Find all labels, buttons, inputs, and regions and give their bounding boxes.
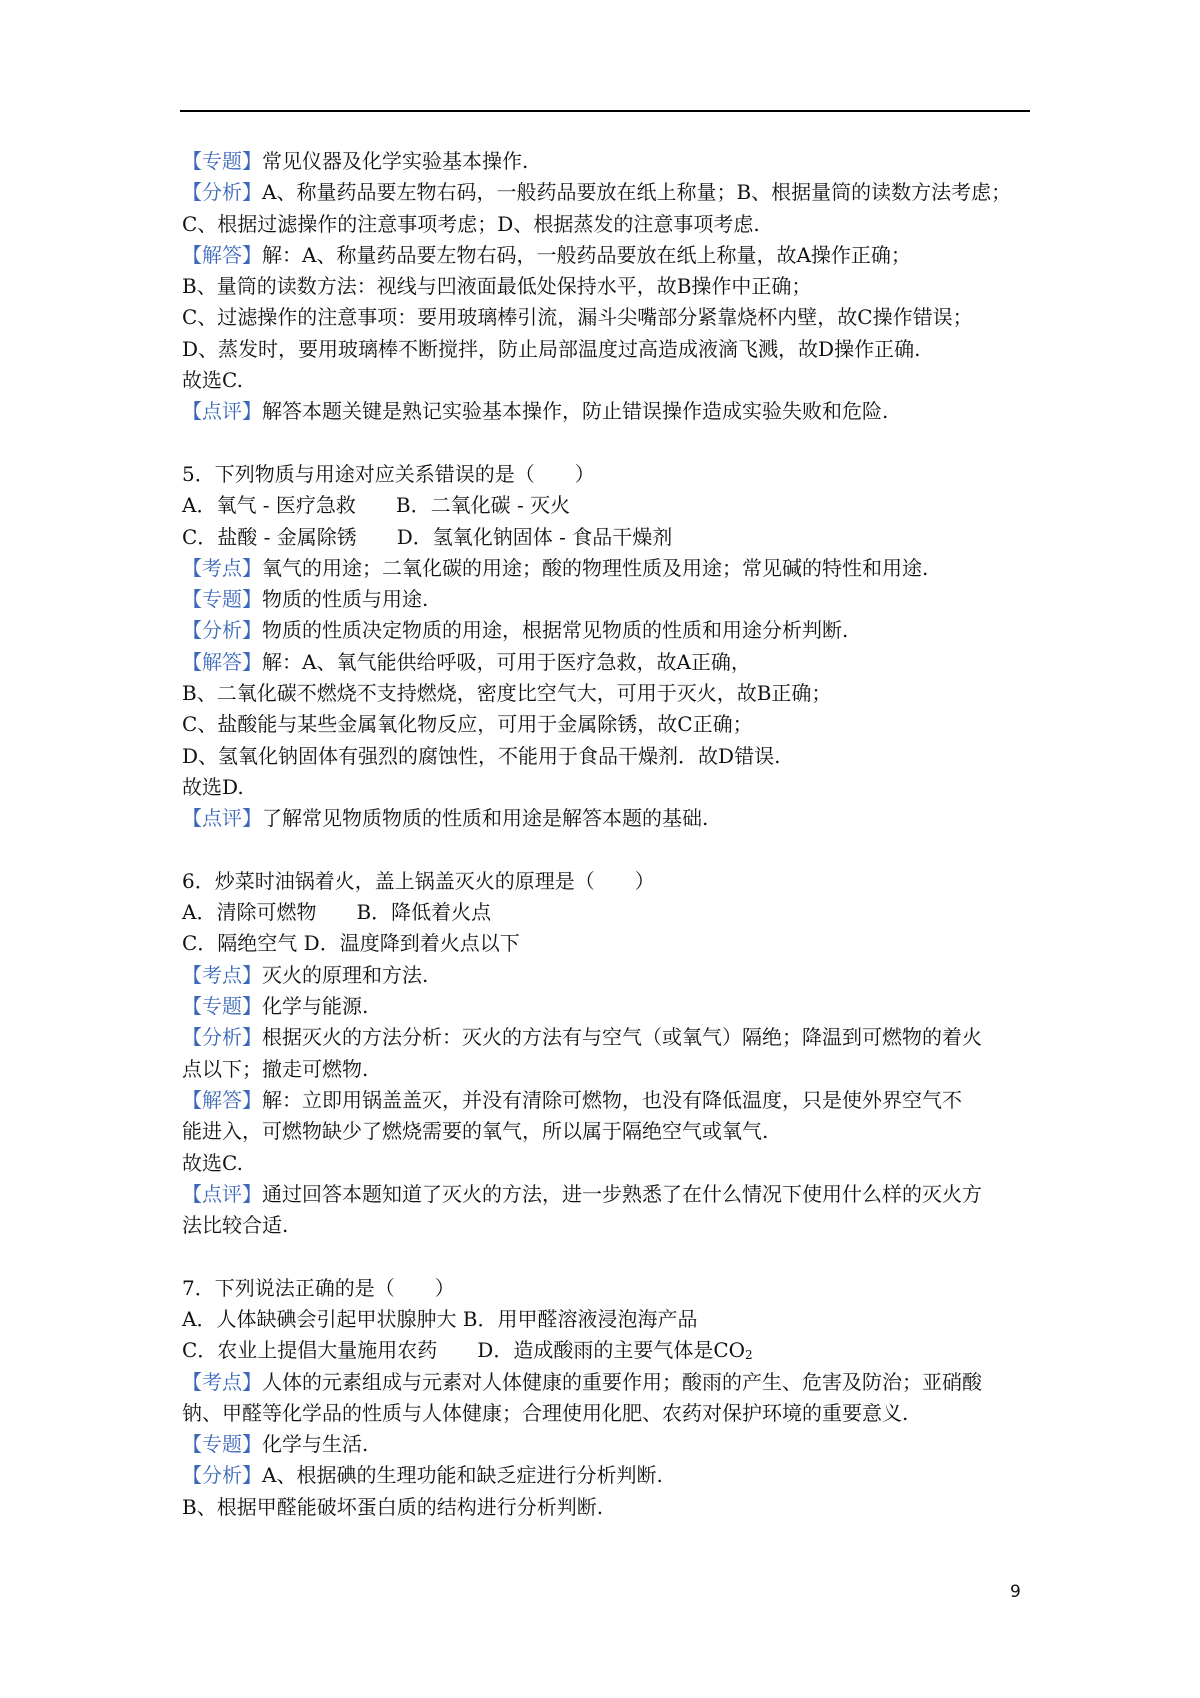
section-tag: 【点评】: [182, 399, 262, 424]
line-text: 人体的元素组成与元素对人体健康的重要作用；酸雨的产生、危害及防治；亚硝酸: [262, 1369, 982, 1394]
text-line: [182, 709, 1028, 740]
blank-line: [182, 428, 1028, 459]
line-text: 法比较合适.: [182, 1213, 289, 1238]
text-line: [182, 1367, 1028, 1398]
section-tag: 【解答】: [182, 242, 262, 267]
section-tag: 【分析】: [182, 618, 262, 643]
subscript: 2: [745, 1348, 753, 1363]
line-text: A、根据碘的生理功能和缺乏症进行分析判断.: [262, 1463, 663, 1488]
section-tag: 【解答】: [182, 649, 262, 674]
text-line: [182, 1304, 1028, 1335]
text-line: [182, 1022, 1028, 1053]
line-text: 6．炒菜时油锅着火，盖上锅盖灭火的原理是（ ）: [182, 868, 655, 893]
line-text: 了解常见物质物质的性质和用途是解答本题的基础.: [262, 806, 709, 831]
line-text: D、氢氧化钠固体有强烈的腐蚀性，不能用于食品干燥剂．故D错误.: [182, 743, 781, 768]
text-line: [182, 365, 1028, 396]
line-text: C．盐酸 - 金属除锈 D．氢氧化钠固体 - 食品干燥剂: [182, 524, 673, 549]
text-line: [182, 271, 1028, 302]
line-text: D、蒸发时，要用玻璃棒不断搅拌，防止局部温度过高造成液滴飞溅，故D操作正确.: [182, 336, 921, 361]
line-text: B、量筒的读数方法：视线与凹液面最低处保持水平，故B操作中正确；: [182, 274, 812, 299]
text-line: [182, 991, 1028, 1022]
line-text: A．氧气 - 医疗急救 B．二氧化碳 - 灭火: [182, 493, 571, 518]
section-tag: 【考点】: [182, 962, 262, 987]
text-line: [182, 615, 1028, 646]
text-line: [182, 1398, 1028, 1429]
line-text: 通过回答本题知道了灭火的方法，进一步熟悉了在什么情况下使用什么样的灭火方: [262, 1181, 982, 1206]
section-tag: 【专题】: [182, 149, 262, 173]
section-tag: 【专题】: [182, 587, 262, 612]
line-text: C、过滤操作的注意事项：要用玻璃棒引流，漏斗尖嘴部分紧靠烧杯内壁，故C操作错误；: [182, 305, 973, 330]
text-line: [182, 928, 1028, 959]
text-line: [182, 960, 1028, 991]
section-tag: 【考点】: [182, 555, 262, 580]
line-text: 解：立即用锅盖盖灭，并没有清除可燃物，也没有降低温度，只是使外界空气不: [262, 1087, 962, 1112]
text-line: [182, 866, 1028, 897]
text-line: [182, 240, 1028, 271]
section-tag: 【解答】: [182, 1087, 262, 1112]
blank-line: [182, 835, 1028, 866]
line-text: A、称量药品要左物右码，一般药品要放在纸上称量；B、根据量筒的读数方法考虑；: [262, 180, 1012, 205]
line-text: C．隔绝空气 D．温度降到着火点以下: [182, 931, 520, 956]
line-text: 物质的性质决定物质的用途，根据常见物质的性质和用途分析判断.: [262, 618, 849, 643]
line-text: 故选C.: [182, 368, 243, 393]
header-rule: [180, 110, 1030, 112]
line-text: 故选D.: [182, 774, 244, 799]
section-tag: 【专题】: [182, 1432, 262, 1457]
line-text: 钠、甲醛等化学品的性质与人体健康；合理使用化肥、农药对保护环境的重要意义.: [182, 1400, 909, 1425]
text-line: [182, 1054, 1028, 1085]
line-text: 5．下列物质与用途对应关系错误的是（ ）: [182, 461, 595, 486]
text-line: [182, 803, 1028, 834]
line-text: A．人体缺碘会引起甲状腺肿大 B．用甲醛溶液浸泡海产品: [182, 1306, 698, 1331]
text-line: [182, 1429, 1028, 1460]
section-tag: 【分析】: [182, 1025, 262, 1050]
text-line: [182, 1179, 1028, 1210]
text-line: [182, 553, 1028, 584]
section-tag: 【分析】: [182, 1463, 262, 1488]
text-line: [182, 177, 1028, 208]
line-text: 物质的性质与用途.: [262, 587, 429, 612]
text-line: [182, 1210, 1028, 1241]
line-text: 氧气的用途；二氧化碳的用途；酸的物理性质及用途；常见碱的特性和用途.: [262, 555, 929, 580]
section-tag: 【考点】: [182, 1369, 262, 1394]
page-number: 9: [1010, 1582, 1021, 1602]
line-text: 能进入，可燃物缺少了燃烧需要的氧气，所以属于隔绝空气或氧气.: [182, 1119, 769, 1144]
section-tag: 【点评】: [182, 806, 262, 831]
line-text: C、根据过滤操作的注意事项考虑；D、根据蒸发的注意事项考虑.: [182, 211, 760, 236]
text-line: [182, 647, 1028, 678]
text-line: [182, 678, 1028, 709]
text-line: [182, 741, 1028, 772]
text-line: [182, 772, 1028, 803]
line-text: 解答本题关键是熟记实验基本操作，防止错误操作造成实验失败和危险.: [262, 399, 889, 424]
text-line: [182, 302, 1028, 333]
text-line: [182, 897, 1028, 928]
text-line: [182, 1335, 1028, 1366]
text-line: [182, 1116, 1028, 1147]
text-line: [182, 334, 1028, 365]
line-text: B、二氧化碳不燃烧不支持燃烧，密度比空气大，可用于灭火，故B正确；: [182, 681, 832, 706]
line-text: 根据灭火的方法分析：灭火的方法有与空气（或氧气）隔绝；降温到可燃物的着火: [262, 1025, 982, 1050]
line-text: 解：A、氧气能供给呼吸，可用于医疗急救，故A正确，: [262, 649, 751, 674]
document-body: [182, 146, 1028, 1523]
text-line: [182, 1273, 1028, 1304]
line-text: 化学与能源.: [262, 994, 369, 1019]
line-text: 解：A、称量药品要左物右码，一般药品要放在纸上称量，故A操作正确；: [262, 242, 911, 267]
section-tag: 【分析】: [182, 180, 262, 205]
line-text: 常见仪器及化学实验基本操作.: [262, 149, 529, 173]
text-line: [182, 584, 1028, 615]
line-text: 点以下；撤走可燃物.: [182, 1056, 369, 1081]
section-tag: 【专题】: [182, 994, 262, 1019]
text-line: [182, 490, 1028, 521]
text-line: [182, 209, 1028, 240]
blank-line: [182, 1241, 1028, 1272]
text-line: [182, 1148, 1028, 1179]
text-line: [182, 522, 1028, 553]
line-text: A．清除可燃物 B．降低着火点: [182, 900, 492, 925]
line-text: C、盐酸能与某些金属氧化物反应，可用于金属除锈，故C正确；: [182, 712, 753, 737]
line-text: B、根据甲醛能破坏蛋白质的结构进行分析判断.: [182, 1494, 604, 1519]
text-line: [182, 459, 1028, 490]
line-text: 灭火的原理和方法.: [262, 962, 429, 987]
text-line: [182, 1085, 1028, 1116]
text-line: [182, 146, 1028, 177]
text-line: [182, 1460, 1028, 1491]
text-line: [182, 1492, 1028, 1523]
line-text: 7．下列说法正确的是（ ）: [182, 1275, 455, 1300]
section-tag: 【点评】: [182, 1181, 262, 1206]
text-line: [182, 396, 1028, 427]
line-text: 故选C.: [182, 1150, 243, 1175]
line-text: C．农业上提倡大量施用农药 D．造成酸雨的主要气体是CO: [182, 1338, 746, 1363]
line-text: 化学与生活.: [262, 1432, 369, 1457]
